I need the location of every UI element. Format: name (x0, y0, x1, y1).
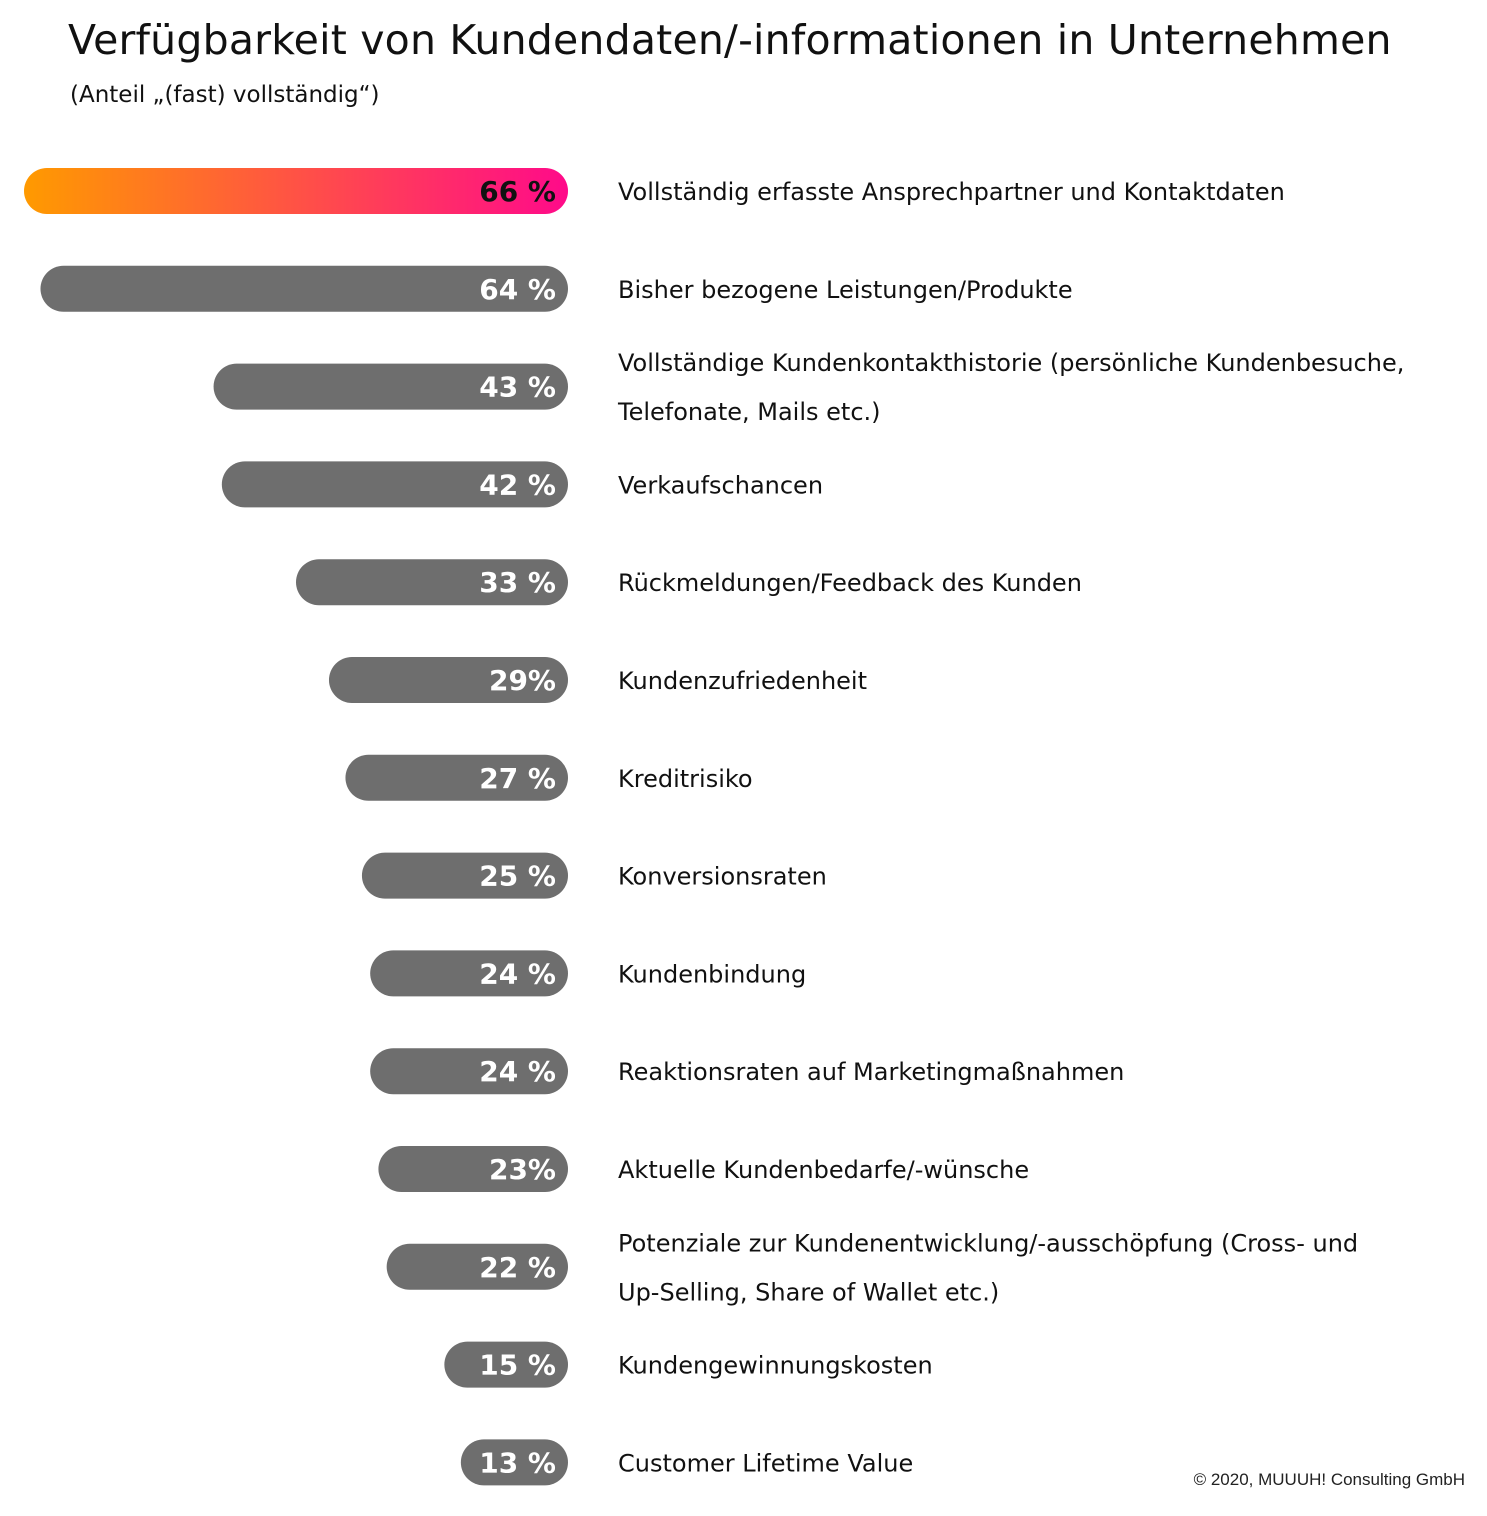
value-label-2: 43 % (479, 370, 556, 404)
category-label-2 (617, 349, 1404, 426)
category-label-line: Verkaufschancen (618, 471, 824, 500)
value-label-7: 25 % (479, 859, 556, 893)
category-label-line: Potenziale zur Kundenentwicklung/-ausschöpfung (Cross- und (618, 1229, 1359, 1258)
chart-title: Verfügbarkeit von Kundendaten/-informationen in Unternehmen (68, 16, 1392, 64)
category-label-8 (618, 960, 806, 988)
category-label-9 (618, 1058, 1124, 1086)
value-label-8: 24 % (479, 957, 556, 991)
category-label-line: Vollständige Kundenkontakthistorie (persönliche Kundenbesuche, (618, 349, 1405, 378)
category-label-7 (618, 863, 827, 891)
category-label-5 (618, 667, 867, 695)
category-label-1 (618, 276, 1073, 304)
category-label-line: Kundenbindung (618, 960, 807, 989)
category-label-4 (618, 569, 1082, 597)
value-label-6: 27 % (479, 761, 556, 795)
value-label-0: 66 % (479, 175, 556, 208)
copyright-notice: © 2020, MUUUH! Consulting GmbH (1193, 1470, 1465, 1489)
category-label-line: Bisher bezogene Leistungen/Produkte (618, 275, 1073, 304)
category-label-0 (618, 178, 1285, 206)
category-label-line: Vollständig erfasste Ansprechpartner und Kontaktdaten (618, 178, 1285, 206)
category-label-line: Up-Selling, Share of Wallet etc.) (618, 1278, 1000, 1307)
category-label-line: Aktuelle Kundenbedarfe/-wünsche (618, 1156, 1030, 1184)
value-label-10: 23% (488, 1153, 556, 1186)
category-label-line: Reaktionsraten auf Marketingmaßnahmen (618, 1058, 1125, 1087)
category-label-line: Customer Lifetime Value (618, 1449, 914, 1478)
value-label-3: 42 % (479, 468, 556, 502)
value-label-13: 13 % (479, 1446, 556, 1480)
category-label-10 (618, 1156, 1029, 1184)
category-label-line: Rückmeldungen/Feedback des Kunden (618, 569, 1082, 598)
category-label-line: Telefonate, Mails etc.) (618, 398, 881, 427)
value-label-12: 15 % (479, 1348, 556, 1382)
value-label-11: 22 % (479, 1250, 556, 1284)
value-label-9: 24 % (479, 1055, 556, 1089)
chart-subtitle: (Anteil „(fast) vollständig“) (70, 82, 380, 108)
category-label-line: Kundengewinnungskosten (618, 1351, 933, 1380)
bar-chart (0, 150, 1487, 1490)
category-label-line: Kundenzufriedenheit (618, 667, 867, 695)
category-label-12 (618, 1352, 933, 1380)
category-label-3 (618, 471, 823, 499)
category-label-11 (618, 1229, 1358, 1306)
category-label-line: Konversionsraten (618, 862, 827, 891)
value-label-5: 29% (488, 664, 556, 697)
category-label-line: Kreditrisiko (618, 764, 753, 793)
category-label-6 (618, 765, 753, 793)
value-label-1: 64 % (479, 272, 556, 306)
value-label-4: 33 % (479, 566, 556, 600)
bars-group (24, 168, 1404, 1485)
category-label-13 (618, 1449, 913, 1477)
